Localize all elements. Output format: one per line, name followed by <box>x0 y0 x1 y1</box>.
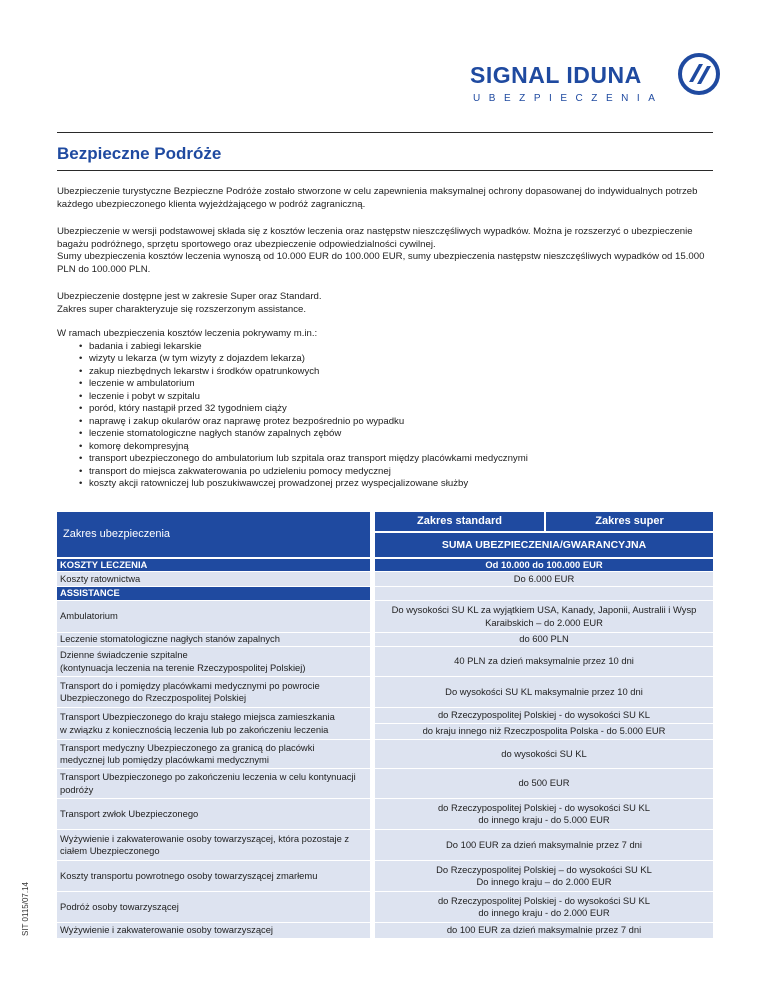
tagline-letter: B <box>488 93 496 104</box>
table-row-label: Transport medyczny Ubezpieczonego za granicą do placówki medycznej lub pomiędzy placówkami medycznymi <box>57 740 370 768</box>
table-row-label: Transport do i pomiędzy placówkami medycznymi po powrocie Ubezpieczonego do Rzeczpospolitej Polskiej <box>57 677 370 707</box>
tagline-letter: Z <box>591 93 598 104</box>
table-header-super: Zakres super <box>546 512 713 531</box>
table-value: Do wysokości SU KL za wyjątkiem USA, Kanady, Japonii, Australii i Wysp Karaibskich – do 2.000 EUR <box>375 601 713 632</box>
table-section-assistance: ASSISTANCE <box>57 587 370 600</box>
table-row-label: Ambulatorium <box>57 601 370 632</box>
table-value: do 500 EUR <box>375 769 713 798</box>
table-row-label: Leczenie stomatologiczne nagłych stanów zapalnych <box>57 633 370 646</box>
list-item: • komorę dekompresyjną <box>57 441 717 454</box>
intro-paragraph-3: Ubezpieczenie dostępne jest w zakresie Super oraz Standard. Zakres super charakteryzuje się rozszerzonym assistance. <box>57 291 322 315</box>
tagline-letter: P <box>533 93 541 104</box>
table-value: Do 100 EUR za dzień maksymalnie przez 7 dni <box>375 830 713 860</box>
table-header-sum: SUMA UBEZPIECZENIA/GWARANCYJNA <box>375 533 713 557</box>
table-row-label: Transport zwłok Ubezpieczonego <box>57 799 370 829</box>
tagline-letter: N <box>621 93 629 104</box>
table-value-empty <box>375 587 713 600</box>
table-value: do wysokości SU KL <box>375 740 713 768</box>
table-value: Do Rzeczypospolitej Polskiej – do wysokości SU KL Do innego kraju – do 2.000 EUR <box>375 861 713 891</box>
table-value: Od 10.000 do 100.000 EUR <box>375 559 713 571</box>
tagline-letter: A <box>648 93 655 104</box>
table-row-label: Transport Ubezpieczonego po zakończeniu leczenia w celu kontynuacji podróży <box>57 769 370 798</box>
table-value: do 100 EUR za dzień maksymalnie przez 7 dni <box>375 923 713 938</box>
tagline-letter: C <box>575 93 583 104</box>
table-value: 40 PLN za dzień maksymalnie przez 10 dni <box>375 647 713 676</box>
tagline-letter: E <box>503 93 511 104</box>
table-header-standard: Zakres standard <box>375 512 544 531</box>
list-item: • naprawę i zakup okularów oraz naprawę protez bezpośrednio po wypadku <box>57 416 717 429</box>
signal-iduna-emblem-icon <box>677 52 721 96</box>
document-code: SIT 0115/07.14 <box>21 882 30 936</box>
signal-iduna-logo <box>470 52 720 108</box>
table-row-label: Transport Ubezpieczonego do kraju stałego miejsca zamieszkania w związku z koniecznością leczenia lub po zakończeniu leczenia <box>57 708 370 739</box>
tagline-letter: I <box>549 93 552 104</box>
tagline-letter: E <box>560 93 567 104</box>
list-item: • leczenie i pobyt w szpitalu <box>57 391 717 404</box>
intro-paragraph-1: Ubezpieczenie turystyczne Bezpieczne Podróże zostało stworzone w celu zapewnienia maksymalnej ochrony dopasowanej do indywidualnych potrzeb każdego ubezpieczonego klienta wyjeżdżającego w podróż zagraniczną. <box>57 186 698 210</box>
list-item: • badania i zabiegi lekarskie <box>57 341 717 354</box>
table-row-label: Dzienne świadczenie szpitalne (kontynuacja leczenia na terenie Rzeczypospolitej Polskiej) <box>57 647 370 676</box>
table-value: do Rzeczypospolitej Polskiej - do wysokości SU KL do innego kraju - do 2.000 EUR <box>375 892 713 922</box>
list-item: • leczenie stomatologiczne nagłych stanów zapalnych zębów <box>57 428 717 441</box>
list-item: • transport do miejsca zakwaterowania po udzieleniu pomocy medycznej <box>57 466 717 479</box>
intro-paragraph-2: Ubezpieczenie w wersji podstawowej składa się z kosztów leczenia oraz następstw nieszczęśliwych wypadków. Można je rozszerzyć o ubezpieczenie bagażu podróżnego, sprzętu sportowego oraz ubezpieczenie odpowiedzialności cywilnej. Sumy ubezpieczenia kosztów leczenia wynoszą od 10.000 EUR do 100.000 EUR, sumy ubezpieczenia następstw nieszczęśliwych wypadków od 15.000 PLN do 100.000 PLN. <box>57 226 705 275</box>
table-value: do kraju innego niż Rzeczpospolita Polska - do 5.000 EUR <box>375 724 713 739</box>
brand-name: SIGNAL IDUNA <box>470 62 642 88</box>
list-item: • transport ubezpieczonego do ambulatorium lub szpitala oraz transport między placówkami medycznymi <box>57 453 717 466</box>
list-item: • poród, który nastąpił przed 32 tygodniem ciąży <box>57 403 717 416</box>
tagline-letter: Z <box>519 93 526 104</box>
table-value: do Rzeczypospolitej Polskiej - do wysokości SU KL do innego kraju - do 5.000 EUR <box>375 799 713 829</box>
tagline-letter: U <box>473 93 481 104</box>
list-item: • wizyty u lekarza (w tym wizyty z dojazdem lekarza) <box>57 353 717 366</box>
table-row-label: Wyżywienie i zakwaterowanie osoby towarzyszącej, która pozostaje z ciałem Ubezpieczonego <box>57 830 370 860</box>
list-item: • leczenie w ambulatorium <box>57 378 717 391</box>
top-divider <box>57 132 713 133</box>
table-value: do 600 PLN <box>375 633 713 646</box>
table-value: do Rzeczypospolitej Polskiej - do wysokości SU KL <box>375 708 713 723</box>
table-row-label: Podróż osoby towarzyszącej <box>57 892 370 922</box>
table-value: Do wysokości SU KL maksymalnie przez 10 dni <box>375 677 713 707</box>
table-row-label: Koszty ratownictwa <box>57 572 370 586</box>
table-section-medical: KOSZTY LECZENIA <box>57 559 370 571</box>
title-divider <box>57 170 713 171</box>
tagline-letter: I <box>636 93 640 104</box>
table-value: Do 6.000 EUR <box>375 572 713 586</box>
brand-tagline <box>473 93 655 104</box>
table-header-scope: Zakres ubezpieczenia <box>57 512 370 557</box>
coverage-list: W ramach ubezpieczenia kosztów leczenia pokrywamy m.in.: • badania i zabiegi lekarskie • wizyty u lekarza (w tym wizyty z dojazdem lekarza) • zakup niezbędnych lekarstw i środków opatrunkowych • leczenie w ambulatorium • leczenie i pobyt w szpitalu • poród, który nastąpił przed 32 tygodniem ciąży • naprawę i zakup okularów oraz naprawę protez bezpośrednio po wypadku • leczenie stomatologiczne nagłych stanów zapalnych zębów • komorę dekompresyjną • transport ubezpieczonego do ambulatorium lub szpitala oraz transport między placówkami medycznymi • transport do miejsca zakwaterowania po udzieleniu pomocy medycznej • koszty akcji ratowniczej lub poszukiwawczej prowadzonej przez wyspecjalizowane służby <box>57 328 717 491</box>
table-row-label: Wyżywienie i zakwaterowanie osoby towarzyszącej <box>57 923 370 938</box>
tagline-letter: E <box>605 93 613 104</box>
list-item: • zakup niezbędnych lekarstw i środków opatrunkowych <box>57 366 717 379</box>
table-row-label: Koszty transportu powrotnego osoby towarzyszącej zmarłemu <box>57 861 370 891</box>
list-item: • koszty akcji ratowniczej lub poszukiwawczej prowadzonej przez wyspecjalizowane służby <box>57 478 717 491</box>
page-title: Bezpieczne Podróże <box>57 144 222 163</box>
